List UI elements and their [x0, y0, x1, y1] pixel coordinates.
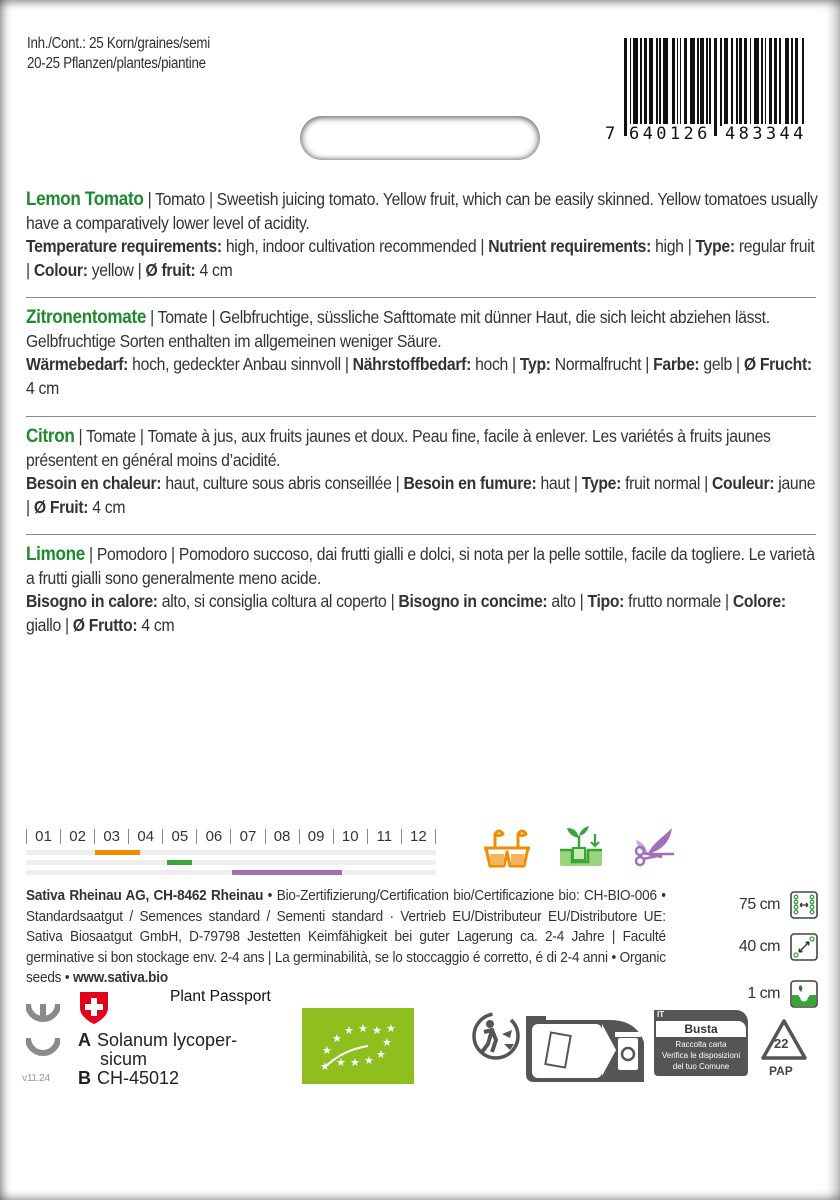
variety-name: Limone [26, 544, 85, 565]
country-fr: FR [528, 1008, 540, 1018]
attr-value: frutto normale [628, 591, 721, 611]
plant-spacing-icon [790, 933, 818, 961]
eu-distribution: Vertrieb EU/Distributeur EU/Distributore UE: Sativa Biosaatgut GmbH, D-79798 Jestetten [26, 908, 666, 945]
row-spacing-icon [790, 891, 818, 919]
barcode-bar [644, 38, 647, 126]
barcode-bar [736, 38, 738, 126]
barcode-bar [724, 38, 729, 126]
it-line-1: Raccolta carta [675, 1040, 727, 1049]
attr-label: Nutrient requirements: [488, 236, 652, 256]
barcode-bars [624, 38, 824, 136]
barcode-bar [795, 38, 798, 136]
divider [26, 297, 816, 298]
category: Tomato [155, 189, 205, 209]
svg-text:★: ★ [320, 1060, 330, 1073]
month-label: 09 [307, 827, 325, 845]
barcode-bar [700, 38, 703, 126]
passport-a-line1: Solanum lycoper- [97, 1030, 238, 1050]
plant-passport [22, 986, 292, 1086]
attr-label: Nährstoffbedarf: [352, 354, 472, 374]
attr-label: Temperature requirements: [26, 236, 222, 256]
attr-label: Ø Fruit: [33, 496, 89, 517]
attr-value: haut [540, 473, 570, 493]
attr-label: Wärmebedarf: [26, 354, 129, 374]
attr-label: Typ: [519, 354, 551, 374]
swiss-shield-icon [78, 990, 110, 1026]
pap-22-symbol [760, 1018, 808, 1080]
attr-label: Type: [695, 236, 735, 256]
barcode-bar [761, 38, 763, 126]
calendar-track-planting [26, 860, 436, 865]
attr-value: high, indoor cultivation recommended [225, 236, 477, 256]
attr-value: Normalfrucht [554, 354, 642, 374]
harvest-period-bar [232, 870, 343, 875]
month-label: 01 [35, 827, 52, 845]
barcode-bar [754, 38, 759, 126]
barcode-bar [663, 38, 668, 126]
category: Pomodoro [96, 544, 167, 564]
month-separator [435, 829, 436, 844]
category: Tomate [86, 426, 136, 446]
attr-label: Colour: [33, 259, 88, 280]
passport-a-line2: sicum [100, 1049, 148, 1069]
attr-value: fruit normal [625, 473, 701, 493]
seed-standard: Standardsaatgut / Semences standard / Sementi standard [26, 908, 384, 925]
description-de: Zitronentomate | Tomate | Gelbfruchtige, süssliche Safttomate mit dünner Haut, die sich leicht abziehen lässt. Gelbfruchtige Sorten enthalten im allgemeinen weniger Säure. Wärmebedarf: hoch, gedeckter Anbau sinnvoll | Nährstoffbedarf: hoch | Typ: Normalfrucht | Farbe: gelb | Ø Frucht: 4 cm [26, 307, 812, 398]
attr-value: hoch, gedeckter Anbau sinnvoll [132, 354, 341, 374]
barcode-bar [690, 38, 695, 126]
passport-a-label: A [78, 1030, 91, 1050]
barcode [605, 38, 820, 148]
paper-bin-recycling-icon [526, 1010, 646, 1082]
barcode-bar [750, 38, 752, 126]
barcode-bar [677, 38, 679, 126]
barcode-bar [633, 38, 638, 126]
variety-name: Citron [26, 426, 75, 447]
month-header [26, 826, 436, 846]
svg-text:★: ★ [372, 1024, 382, 1037]
legal-info: Sativa Rheinau AG, CH-8462 Rheinau • Bio-Zertifizierung/Certification bio/Certificazione bio: CH-BIO-006 • Standardsaatgut / Semences standard / Sementi standard · Vertrieb EU/Distributeur EU/Distributore UE: Sativa Biosaatgut GmbH, D-79798 Jestetten Keimfähigkeit bei guter Lagerung ca. 2-4 Jahre | Faculté germinative si bon stockage env. 2-4 ans | La germinabilità, se lo stoccaggio é corretto, é di 2-4 anni • Organic seeds • www.sativa.bio [26, 888, 666, 986]
barcode-bar [720, 38, 722, 126]
passport-a [78, 1030, 237, 1050]
attr-label: Tipo: [587, 591, 625, 611]
attr-value: high [655, 236, 684, 256]
barcode-bar [640, 38, 642, 126]
description-text: Tomate à jus, aux fruits jaunes et doux. Peau fine, facile à enlever. Les variétés à fruits jaunes présentent en général moins d’acidité. [26, 426, 771, 470]
busta-title: Busta [656, 1021, 746, 1037]
description-text: Gelbfruchtige, süssliche Safttomate mit dünner Haut, die sich leicht abziehen lässt. Gelbfruchtige Sorten enthalten im allgemeinen weniger Säure. [26, 307, 770, 351]
attr-value: gelb [703, 354, 732, 374]
attr-value: giallo [26, 614, 61, 635]
row-spacing [739, 891, 818, 919]
contents-info [27, 34, 210, 74]
variety-name: Zitronentomate [26, 307, 147, 328]
barcode-lead-digit: 7 [605, 124, 619, 144]
sowing-period-bar [95, 850, 139, 855]
description-text: Pomodoro succoso, dai frutti gialli e dolci, si nota per la pelle sottile, facile da togliere. Le varietà a frutti gialli sono generalmente meno acide. [26, 544, 815, 588]
country-it: IT [657, 1010, 665, 1019]
calendar-track-sowing [26, 850, 436, 855]
divider [26, 534, 816, 535]
it-recycling-label [654, 1010, 748, 1076]
passport-b-value: CH-45012 [97, 1068, 180, 1088]
recycling-material: PAP [769, 1064, 793, 1078]
month-label: 04 [137, 827, 155, 845]
svg-text:★: ★ [382, 1036, 392, 1049]
barcode-bar [785, 38, 790, 126]
attr-label: Colore: [732, 591, 786, 611]
barcode-bar [649, 38, 652, 126]
germination-fr: Faculté germinative si bon stockage env. 2-4 ans [26, 929, 666, 966]
month-label: 06 [205, 827, 223, 845]
month-label: 11 [376, 827, 393, 845]
month-label: 02 [69, 827, 86, 845]
barcode-bar [791, 38, 793, 126]
barcode-bar [706, 38, 708, 126]
it-line-2: Verifica le disposizioni [661, 1051, 741, 1060]
attr-value: haut, culture sous abris conseillée [165, 473, 392, 493]
barcode-bar [731, 38, 733, 126]
svg-text:★: ★ [344, 1024, 354, 1037]
barcode-bar [630, 38, 632, 136]
svg-text:★: ★ [336, 1056, 346, 1069]
category: Tomate [157, 307, 208, 327]
divider [26, 416, 816, 417]
plant-spacing [739, 933, 818, 961]
attr-value: regular fruit [738, 236, 815, 256]
germination-it: La germinabilità, se lo stoccaggio é corretto, é di 2-4 anni [274, 949, 608, 966]
attr-value: alto, si consiglia coltura al coperto [161, 591, 387, 611]
svg-text:★: ★ [332, 1032, 342, 1045]
fr-ch-de-recycling [526, 1010, 646, 1082]
attr-value: 4 cm [92, 496, 126, 517]
recycling-loop-icon-top [26, 1000, 60, 1028]
contents-line-2: 20-25 Pflanzen/plantes/piantine [27, 55, 206, 72]
harvest-scissors-icon [632, 824, 678, 868]
sowing-depth [747, 980, 818, 1008]
attr-label: Couleur: [711, 473, 775, 493]
month-label: 03 [103, 827, 121, 845]
svg-text:★: ★ [322, 1044, 332, 1057]
barcode-bar [714, 38, 717, 136]
eu-leaf-stars-icon [302, 1008, 414, 1084]
country-de: DE [574, 1008, 587, 1018]
contents-line-1: Inh./Cont.: 25 Korn/graines/semi [27, 35, 210, 52]
plant-passport-title: Plant Passport [170, 988, 271, 1005]
attr-label: Besoin en fumure: [403, 473, 537, 493]
row-spacing-value: 75 cm [738, 896, 780, 913]
sowing-depth-value: 1 cm [747, 985, 780, 1002]
attr-value: 4 cm [26, 377, 59, 398]
attr-label: Ø Frucht: [743, 354, 812, 374]
attr-value: yellow [91, 259, 134, 280]
attr-label: Type: [581, 473, 622, 493]
barcode-bar [624, 38, 627, 136]
barcode-bar [684, 38, 687, 126]
planting-period-bar [167, 860, 193, 865]
cultivation-calendar [26, 826, 436, 875]
description-it: Limone | Pomodoro | Pomodoro succoso, dai frutti gialli e dolci, si nota per la pelle sottile, facile da togliere. Le varietà a frutti gialli sono generalmente meno acide. Bisogno in calore: alto, si consiglia coltura al coperto | Bisogno in concime: alto | Tipo: frutto normale | Colore: giallo | Ø Frutto: 4 cm [26, 544, 815, 635]
sowing-depth-icon [790, 980, 818, 1008]
variety-name: Lemon Tomato [26, 189, 144, 210]
month-label: 12 [410, 827, 427, 845]
hang-hole [300, 116, 540, 160]
month-label: 07 [239, 827, 257, 845]
attr-value: jaune [778, 473, 816, 493]
barcode-bar [779, 38, 781, 126]
attr-label: Bisogno in calore: [26, 591, 158, 611]
attr-label: Farbe: [653, 354, 700, 374]
barcode-bar [656, 38, 658, 126]
eu-organic-logo [302, 1008, 414, 1084]
svg-text:★: ★ [358, 1022, 368, 1035]
it-line-3: del tuo Comune [672, 1062, 730, 1071]
svg-text:★: ★ [350, 1056, 360, 1069]
barcode-bar [744, 38, 747, 126]
seedling-pots-icon [482, 824, 532, 868]
attr-value: alto [551, 591, 576, 611]
attr-value: hoch [475, 354, 508, 374]
attr-label: Bisogno in concime: [398, 591, 548, 611]
transplant-icon [558, 824, 606, 868]
recycling-loop-icon-bottom [26, 1036, 60, 1058]
organic-label: Organic seeds [26, 949, 666, 986]
passport-b-label: B [78, 1068, 91, 1088]
recycling-code: 22 [774, 1036, 789, 1051]
month-label: 08 [273, 827, 291, 845]
svg-text:★: ★ [364, 1054, 374, 1067]
barcode-bar [765, 38, 767, 126]
barcode-bar [680, 38, 682, 126]
attr-value: 4 cm [141, 614, 175, 635]
attr-label: Ø fruit: [145, 259, 196, 280]
website-link[interactable]: www.sativa.bio [73, 970, 168, 986]
company-name: Sativa Rheinau AG, CH-8462 Rheinau [26, 888, 264, 904]
barcode-bar [697, 38, 699, 126]
barcode-bar [802, 38, 804, 136]
attr-label: Besoin en chaleur: [26, 473, 162, 493]
calendar-track-harvest [26, 870, 436, 875]
barcode-right-group: 483344 [725, 124, 807, 144]
attr-label: Ø Frutto: [72, 614, 138, 635]
germination-de: Keimfähigkeit bei guter Lagerung ca. 2-4 Jahre [308, 929, 605, 945]
description-en: Lemon Tomato | Tomato | Sweetish juicing tomato. Yellow fruit, which can be easily skinned. Yellow tomatoes usually have a comparatively lower level of acidity. Temperature requirements: high, indoor cultivation recommended | Nutrient requirements: high | Type: regular fruit | Colour: yellow | Ø fruit: 4 cm [26, 189, 818, 280]
country-ch: CH [550, 1008, 563, 1018]
barcode-bar [672, 38, 675, 126]
barcode-left-group: 640126 [629, 124, 711, 144]
svg-text:★: ★ [376, 1048, 386, 1061]
version-label: v11.24 [22, 1072, 50, 1084]
barcode-bar [709, 38, 711, 136]
passport-b [78, 1068, 179, 1088]
description-fr: Citron | Tomate | Tomate à jus, aux fruits jaunes et doux. Peau fine, facile à enlever. Les variétés à fruits jaunes présentent en général moins d’acidité. Besoin en chaleur: haut, culture sous abris conseillée | Besoin en fumure: haut | Type: fruit normal | Couleur: jaune | Ø Fruit: 4 cm [26, 426, 816, 517]
barcode-bar [774, 38, 777, 126]
barcode-bar [769, 38, 772, 126]
calendar-legend-icons [482, 824, 678, 868]
month-label: 10 [341, 827, 359, 845]
attr-value: 4 cm [199, 259, 233, 280]
barcode-bar [739, 38, 742, 126]
month-label: 05 [171, 827, 189, 845]
description-text: Sweetish juicing tomato. Yellow fruit, which can be easily skinned. Yellow tomatoes usually have a comparatively lower level of acidity. [26, 189, 818, 233]
barcode-bar [659, 38, 661, 126]
triman-icon [470, 1008, 522, 1060]
certification: Bio-Zertifizierung/Certification bio/Certificazione bio: CH-BIO-006 [276, 888, 657, 904]
plant-spacing-value: 40 cm [738, 938, 780, 955]
svg-text:★: ★ [386, 1022, 396, 1035]
